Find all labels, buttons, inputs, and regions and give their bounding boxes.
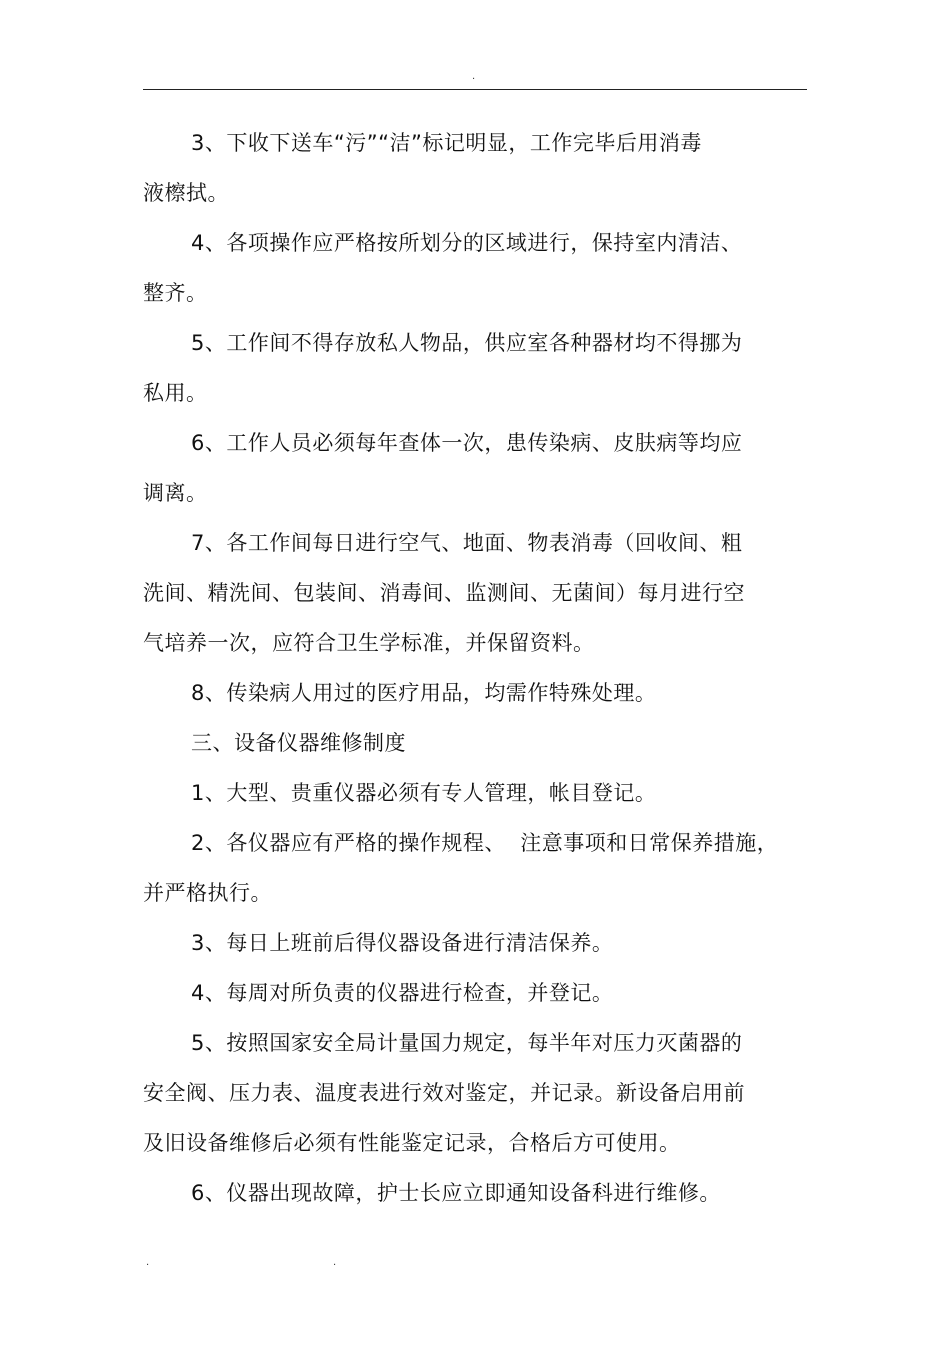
header-rule [143,89,807,90]
text-line: 洗间、精洗间、包装间、消毒间、监测间、无菌间）每月进行空 [143,581,745,605]
text-line: 6、仪器出现故障，护士长应立即通知设备科进行维修。 [191,1181,721,1205]
text-line: 8、传染病人用过的医疗用品，均需作特殊处理。 [191,681,657,705]
text-line: 液檫拭。 [143,181,229,205]
text-line: 6、工作人员必须每年查体一次，患传染病、皮肤病等均应 [191,431,743,455]
text-line: 5、工作间不得存放私人物品，供应室各种器材均不得挪为 [191,331,743,355]
text-line: 3、下收下送车“污”“洁”标记明显，工作完毕后用消毒 [191,131,702,155]
text-line: 3、每日上班前后得仪器设备进行清洁保养。 [191,931,614,955]
footer-mark-left: . [146,1257,150,1268]
text-line: 整齐。 [143,281,208,305]
text-line: 4、每周对所负责的仪器进行检查，并登记。 [191,981,614,1005]
document-body [143,118,807,1218]
section-heading: 三、设备仪器维修制度 [191,731,406,755]
text-line: 并严格执行。 [143,881,272,905]
footer-mark-right: . [333,1257,337,1268]
text-line: 调离。 [143,481,208,505]
text-line: 气培养一次，应符合卫生学标准，并保留资料。 [143,631,595,655]
text-line: 安全阀、压力表、温度表进行效对鉴定，并记录。新设备启用前 [143,1081,745,1105]
text-line: 5、按照国家安全局计量国力规定，每半年对压力灭菌器的 [191,1031,743,1055]
text-line: 1、大型、贵重仪器必须有专人管理，帐目登记。 [191,781,657,805]
text-line: 7、各工作间每日进行空气、地面、物表消毒（回收间、粗 [191,531,743,555]
header-mark: . [472,71,476,82]
text-line: 2、各仪器应有严格的操作规程、 注意事项和日常保养措施， [191,831,779,855]
text-line: 私用。 [143,381,208,405]
text-line: 4、各项操作应严格按所划分的区域进行，保持室内清洁、 [191,231,743,255]
text-line: 及旧设备维修后必须有性能鉴定记录，合格后方可使用。 [143,1131,681,1155]
